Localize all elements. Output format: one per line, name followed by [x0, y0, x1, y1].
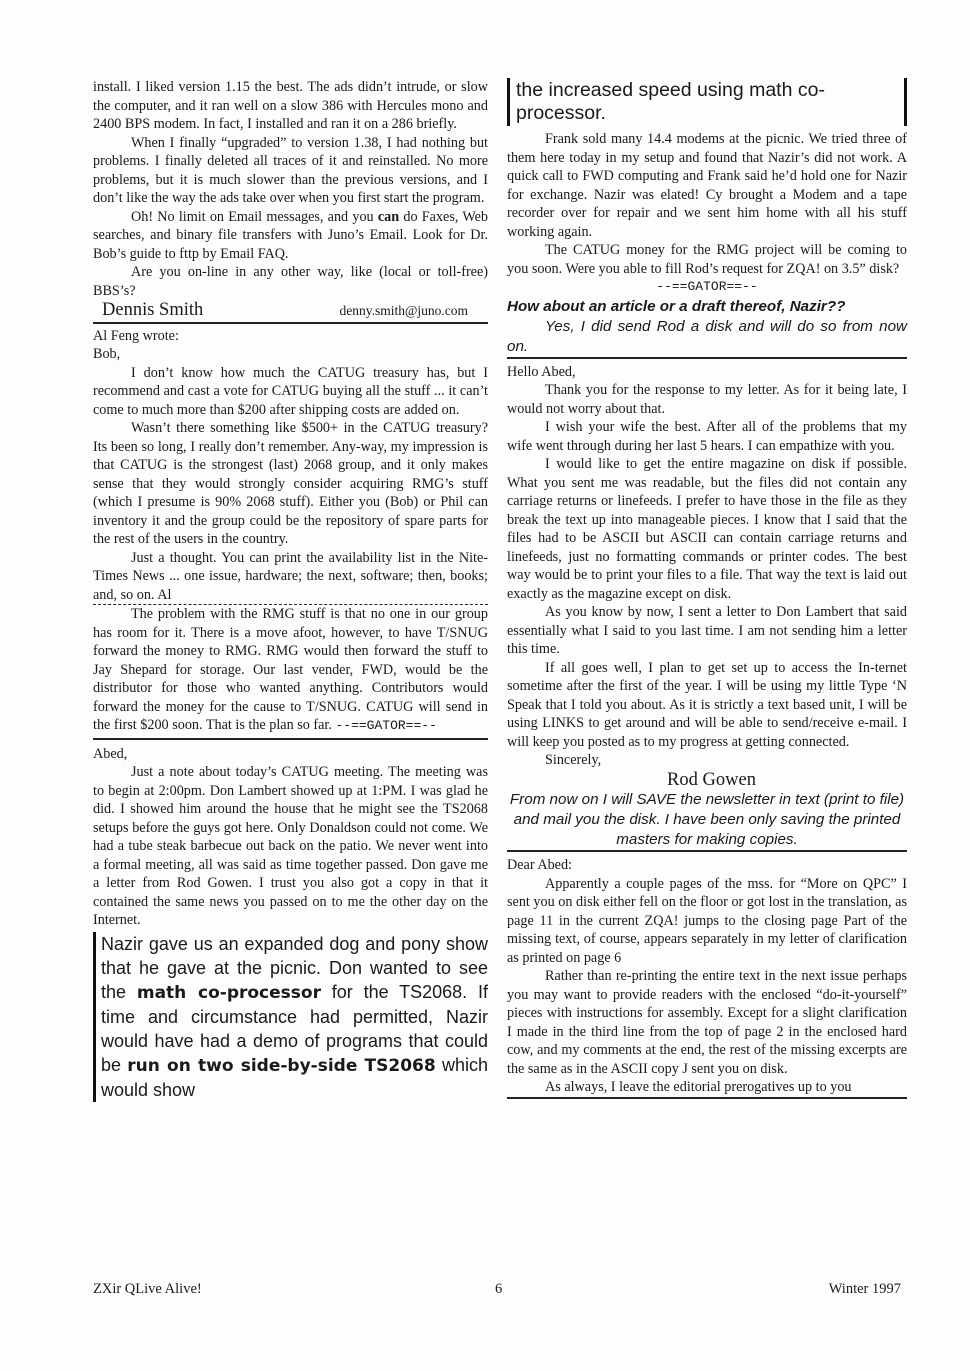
- paragraph: Are you on-line in any other way, like (local or toll-free) BBS’s?: [93, 264, 488, 299]
- paragraph: Just a note about today’s CATUG meeting. The meeting was to begin at 2:00pm. Don Lambert showed up at 1:PM. I was glad he did. I showed him around the house that he might see the TS2068 setups before the guys got here. Only Donaldson could not come. We had a tube steak barbecue out back on the patio. We never went into a formal meeting, all was said as time together passed. Don gave me a letter from Rod Gowen. I trust you also got a copy in that it contained the same news you passed on to me the other day on the Internet.: [93, 764, 488, 928]
- text: for the TS2068. If time and circumstance had permitted, Nazir would have had a demo of programs that could be: [101, 981, 488, 1075]
- paragraph: I wish your wife the best. After all of the problems that my wife went through during her last 5 hears. I can empathize with you.: [507, 419, 907, 454]
- editor-answer: Yes, I did send Rod a disk and will do so from now on.: [507, 317, 907, 359]
- text: Oh! No limit on Email messages, and you: [131, 208, 374, 225]
- paragraph: The CATUG money for the RMG project will be coming to you soon. Were you able to fill Rod’s request for ZQA! on 3.5” disk?: [507, 242, 907, 277]
- signature-name: Dennis Smith: [102, 300, 204, 320]
- paragraph: As you know by now, I sent a letter to Don Lambert that said essentially what I said to you last time. I am not sending him a letter this time.: [507, 604, 907, 657]
- letter-greeting: Dear Abed:: [507, 857, 572, 873]
- paragraph: Just a thought. You can print the availability list in the Nite-Times News ... one issue, hardware; the next, software; then, books; and, so on. Al: [93, 549, 488, 606]
- signature-name: Rod Gowen: [667, 769, 756, 790]
- editor-note-box: [93, 932, 488, 1102]
- paragraph: [93, 208, 488, 264]
- page-number: 6: [495, 1281, 503, 1297]
- paragraph: install. I liked version 1.15 the best. The ads didn’t intrude, or slow the computer, and it ran well on a slow 386 with Hercules mono and 2400 BPS modem. In fact, I installed and ran it on a 286 briefly.: [93, 79, 488, 132]
- signature-dennis-smith: [93, 300, 488, 324]
- gator-signature: --==GATOR==--: [656, 279, 758, 294]
- paragraph: I would like to get the entire magazine on disk if possible. What you sent me was readable, but the files did not contain any carriage returns or linefeeds. I prefer to have those in the file as they break the text up into manageable pieces. I know that I said that the files had to be ASCII but ASCII can contain carriage returns and linefeeds, just no formatting commands or printer codes. The best way would be to print your files to a file. That way the text is laid out exactly as the magazine except on disk.: [507, 456, 907, 602]
- paragraph: As always, I leave the editorial prerogatives up to you: [507, 1078, 907, 1099]
- signature-email: denny.smith@juno.com: [339, 303, 468, 318]
- letter-greeting: Abed,: [93, 745, 128, 762]
- text: Nazir gave us an expanded dog and pony show that he gave at the picnic. Don wanted to see the: [101, 933, 488, 1002]
- left-column: [93, 78, 488, 1102]
- editor-question: How about an article or a draft thereof, Nazir??: [507, 297, 846, 315]
- text: The problem with the RMG stuff is that no one in our group has room for it. There is a move afoot, however, to have T/SNUG forward the money to RMG. RMG would then forward the stuff to Jay Shepard for storage. Our last vender, FWD, would be the distributor for those who wanted anything. Contributors would forward the money for the cause to T/SNUG. CATUG will send in the first $200 soon. That is the plan so far.: [93, 606, 488, 733]
- editor-note-box-continued: the increased speed using math co-processor.: [507, 78, 907, 126]
- paragraph: When I finally “upgraded” to version 1.38, I had nothing but problems. I finally deleted all traces of it and reinstalled. No more problems, but it is much slower than the previous versions, and I don’t like the way the ads take over when you first start the program.: [93, 134, 488, 206]
- bold-text: can: [377, 208, 400, 225]
- footer-publication: ZXir QLive Alive!: [93, 1281, 202, 1297]
- right-column: [507, 78, 907, 1099]
- text: do Faxes, Web searches, and binary file transfers with Juno’s Email. Look for Dr. Bob’s guide to fttp by Email FAQ.: [93, 208, 488, 262]
- editor-reply: From now on I will SAVE the newsletter in text (print to file) and mail you the disk. I have been only saving the printed masters for making copies.: [507, 790, 907, 852]
- text: which would show: [101, 1054, 488, 1100]
- paragraph: Wasn’t there something like $500+ in the CATUG treasury? Its been so long, I really don’t remember. Any-way, my impression is that CATUG is the strongest (last) 2068 group, and it only makes sense that they would strongly consider acquiring RMG’s stuff (which I presume is 90% 2068 stuff). Either you (Bob) or Phil can inventory it and the group could be the repository of spare parts for the rest of the users in the country.: [93, 420, 488, 547]
- paragraph: If all goes well, I plan to get set up to access the In-ternet sometime after the first of the year. I will be using my little Type ‘N Speak that I told you about. As it is strictly a text based unit, I will be using LINKS to get around and will be able to send/receive e-mail. I will keep you posted as to my progress at getting connected.: [507, 659, 907, 750]
- closing: Sincerely,: [545, 752, 602, 768]
- paragraph: Rather than re-printing the entire text in the next issue perhaps you may want to provide readers with the enclosed “do-it-yourself” pieces with instructions for assembly. Except for a slight clarification I made in the third line from the top of page 2 in the enclosed hard cow, and my comments at the end, the rest of the missing excerpts are the same as in the ASCII copy J sent you on disk.: [507, 968, 907, 1077]
- paragraph: Apparently a couple pages of the mss. for “More on QPC” I sent you on disk either fell on the floor or got lost in the translation, as page 11 in the current ZQA! jumps to the closing page Part of the missing text, of course, appears separately in my letter of clarification as printed on page 6: [507, 875, 907, 966]
- signature-rod-gowen: [507, 770, 907, 791]
- divider: [93, 738, 488, 740]
- paragraph: Thank you for the response to my letter. As for it being late, I would not worry about that.: [507, 382, 907, 417]
- paragraph: I don’t know how much the CATUG treasury has, but I recommend and cast a vote for CATUG buying all the stuff ... it can’t come to much more than $200 after shipping costs are added on.: [93, 364, 488, 418]
- paragraph: Frank sold many 14.4 modems at the picnic. We tried three of them here today in my setup and found that Nazir’s did not work. A quick call to FWD computing and Frank said he’d hold one for Nazir for exchange. Nazir was elated! Cy brought a Modem and a tape recorder over for repair and we sent him home with all his stuff working again.: [507, 131, 907, 240]
- bold-text: run on two side-by-side TS2068: [127, 1055, 436, 1076]
- bold-text: math co-processor: [136, 982, 321, 1003]
- letter-greeting: Bob,: [93, 346, 121, 362]
- paragraph: [93, 605, 488, 736]
- gator-signature: --==GATOR==--: [335, 718, 437, 733]
- page-footer: [93, 1281, 907, 1303]
- letter-greeting: Hello Abed,: [507, 363, 576, 380]
- letter-header: Al Feng wrote:: [93, 327, 179, 344]
- footer-issue: Winter 1997: [828, 1281, 901, 1297]
